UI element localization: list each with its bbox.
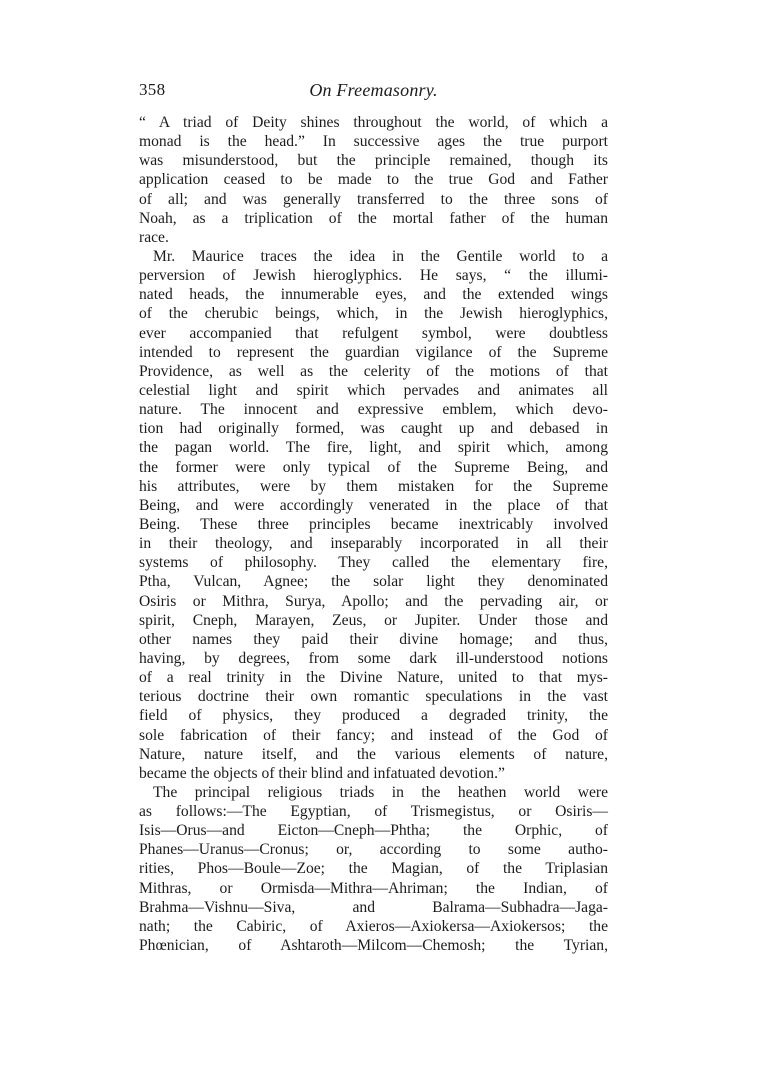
text-line: perversion of Jewish hieroglyphics. He says, “ the illumi- [139,267,608,285]
text-line: Being, and were accordingly venerated in the place of that [139,496,608,514]
text-line: was misunderstood, but the principle remained, though its [139,152,608,170]
text-line: Phanes—Uranus—Cronus; or, according to some autho- [139,841,608,859]
text-line: other names they paid their divine homage; and thus, [139,630,608,648]
text-line: Noah, as a triplication of the mortal father of the human [139,209,608,227]
page-header [139,80,608,106]
page-number: 358 [139,80,166,99]
text-line: race. [139,228,169,246]
body-text [139,113,608,955]
text-line: celestial light and spirit which pervades and animates all [139,381,608,399]
text-line: rities, Phos—Boule—Zoe; the Magian, of the Triplasian [139,860,608,878]
text-line: sole fabrication of their fancy; and instead of the God of [139,726,608,744]
text-line: Nature, nature itself, and the various elements of nature, [139,745,608,763]
text-line: nated heads, the innumerable eyes, and the extended wings [139,286,608,304]
text-line: ever accompanied that refulgent symbol, were doubtless [139,324,608,342]
text-line: nath; the Cabiric, of Axieros—Axiokersa—Axiokersos; the [139,917,608,935]
text-line: of all; and was generally transferred to the three sons of [139,190,608,208]
text-line: The principal religious triads in the heathen world were [153,783,608,801]
text-line: Brahma—Vishnu—Siva, and Balrama—Subhadra—Jaga- [139,898,608,916]
text-line: application ceased to be made to the true God and Father [139,171,608,189]
text-line: nature. The innocent and expressive emblem, which devo- [139,401,608,419]
text-line: of the cherubic beings, which, in the Jewish hieroglyphics, [139,305,608,323]
text-line: Mr. Maurice traces the idea in the Gentile world to a [153,247,608,265]
text-line: monad is the head.” In successive ages the true purport [139,133,608,151]
text-line: Ptha, Vulcan, Agnee; the solar light they denominated [139,573,608,591]
text-line: terious doctrine their own romantic speculations in the vast [139,688,608,706]
text-line: Mithras, or Ormisda—Mithra—Ahriman; the Indian, of [139,879,608,897]
text-line: having, by degrees, from some dark ill-understood notions [139,649,608,667]
text-line: Providence, as well as the celerity of the motions of that [139,362,608,380]
text-line: systems of philosophy. They called the elementary fire, [139,554,608,572]
text-line: as follows:—The Egyptian, of Trismegistus, or Osiris— [139,803,608,821]
text-line: Osiris or Mithra, Surya, Apollo; and the pervading air, or [139,592,608,610]
text-line: Phœnician, of Ashtaroth—Milcom—Chemosh; the Tyrian, [139,937,608,955]
text-line: the pagan world. The fire, light, and spirit which, among [139,439,608,457]
text-line: in their theology, and inseparably incorporated in all their [139,535,608,553]
text-line: spirit, Cneph, Marayen, Zeus, or Jupiter. Under those and [139,611,608,629]
text-line: became the objects of their blind and infatuated devotion.” [139,764,505,782]
text-line: Being. These three principles became inextricably involved [139,515,608,533]
text-line: Isis—Orus—and Eicton—Cneph—Phtha; the Orphic, of [139,822,608,840]
text-line: the former were only typical of the Supreme Being, and [139,458,608,476]
text-line: “ A triad of Deity shines throughout the world, of which a [139,114,608,131]
running-title: On Freemasonry. [309,80,438,100]
text-line: intended to represent the guardian vigilance of the Supreme [139,343,608,361]
text-line: tion had originally formed, was caught up and debased in [139,420,608,438]
text-line: of a real trinity in the Divine Nature, united to that mys- [139,669,608,687]
text-line: his attributes, were by them mistaken for the Supreme [139,477,608,495]
text-line: field of physics, they produced a degraded trinity, the [139,707,608,725]
